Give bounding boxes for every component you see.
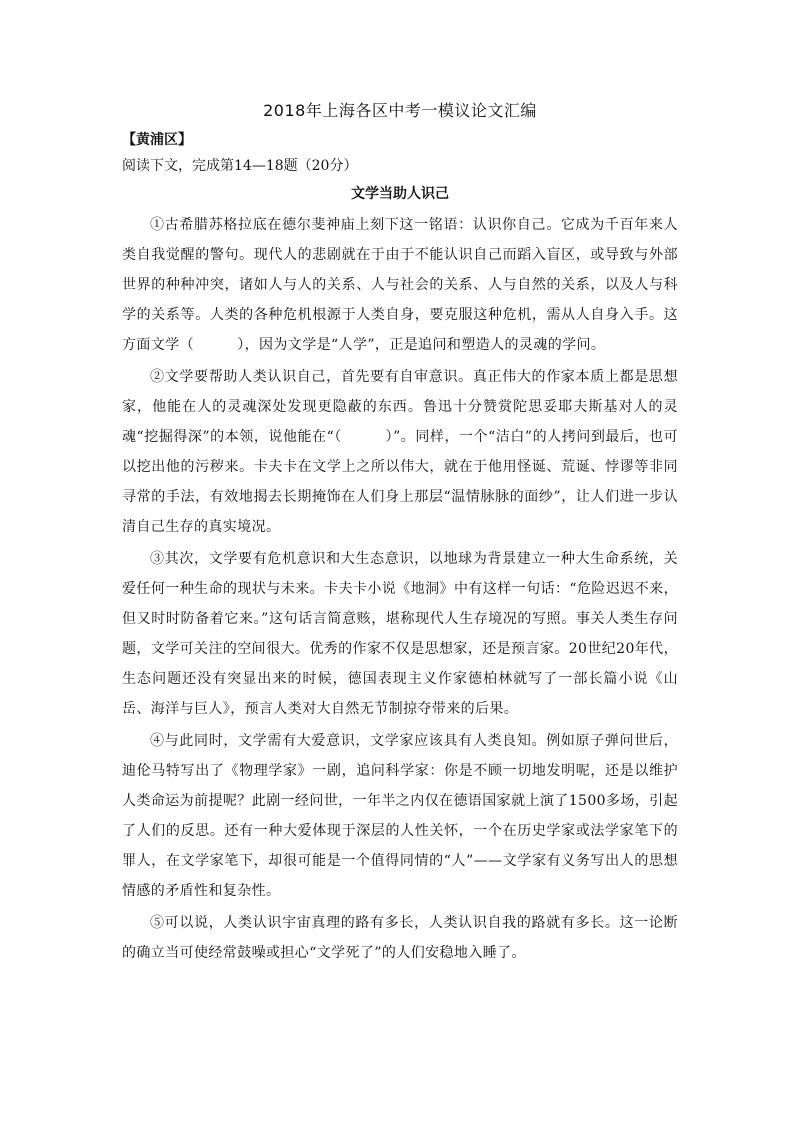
paragraph-4: ④与此同时，文学需有大爱意识，文学家应该具有人类良知。例如原子弹问世后，迪伦马特写出了《物理学家》一剧，追问科学家：你是不顾一切地发明呢，还是以维护人类命运为前提呢？此剧一经问世，一年半之内仅在德语国家就上演了1500多场，引起了人们的反思。还有一种大爱体现于深层的人性关怀，一个在历史学家或法学家笔下的罪人，在文学家笔下，却很可能是一个值得同情的“人”——文学家有义务写出人的思想情感的矛盾性和复杂性。 — [122, 733, 678, 899]
article-title: 文学当助人识己 — [351, 186, 449, 202]
district-label: 【黄浦区】 — [122, 132, 192, 148]
paragraph-2: ②文学要帮助人类认识自己，首先要有自审意识。真正伟大的作家本质上都是思想家，他能在人的灵魂深处发现更隐蔽的东西。鲁迅十分赞赏陀思妥耶夫斯基对人的灵魂“挖掘得深”的本领，说他能在“（ ）”。同样，一个“洁白”的人拷问到最后，也可以挖出他的污秽来。卡夫卡在文学上之所以伟大，就在于他用怪诞、荒诞、悖谬等非同寻常的手法，有效地揭去长期掩饰在人们身上那层“温情脉脉的面纱”，让人们进一步认清自己生存的真实境况。 — [122, 369, 678, 535]
paragraph-5: ⑤可以说，人类认识宇宙真理的路有多长，人类认识自我的路就有多长。这一论断的确立当可使经常鼓噪或担心“文学死了”的人们安稳地入睡了。 — [122, 915, 678, 961]
paragraph-1: ①古希腊苏格拉底在德尔斐神庙上刻下这一铭语：认识你自己。它成为千百年来人类自我觉醒的警句。现代人的悲剧就在于由于不能认识自己而蹈入盲区，或导致与外部世界的种种冲突，诸如人与人的关系、人与社会的关系、人与自然的关系，以及人与科学的关系等。人类的各种危机根源于人类自身，要克服这种危机，需从人自身入手。这方面文学（ ），因为文学是“人学”，正是追问和塑造人的灵魂的学问。 — [122, 217, 678, 353]
question-instruction: 阅读下文，完成第14—18题（20分） — [122, 158, 358, 174]
document-title: 2018年上海各区中考一模议论文汇编 — [263, 101, 537, 120]
paragraph-3: ③其次，文学要有危机意识和大生态意识，以地球为背景建立一种大生命系统，关爱任何一种生命的现状与未来。卡夫卡小说《地洞》中有这样一句话：“危险迟迟不来，但又时时防备着它来。”这句话言简意赅，堪称现代人生存境况的写照。事关人类生存问题，文学可关注的空间很大。优秀的作家不仅是思想家，还是预言家。20世纪20年代，生态问题还没有突显出来的时候，德国表现主义作家德柏林就写了一部长篇小说《山岳、海洋与巨人》，预言人类对大自然无节制掠夺带来的后果。 — [122, 551, 678, 717]
